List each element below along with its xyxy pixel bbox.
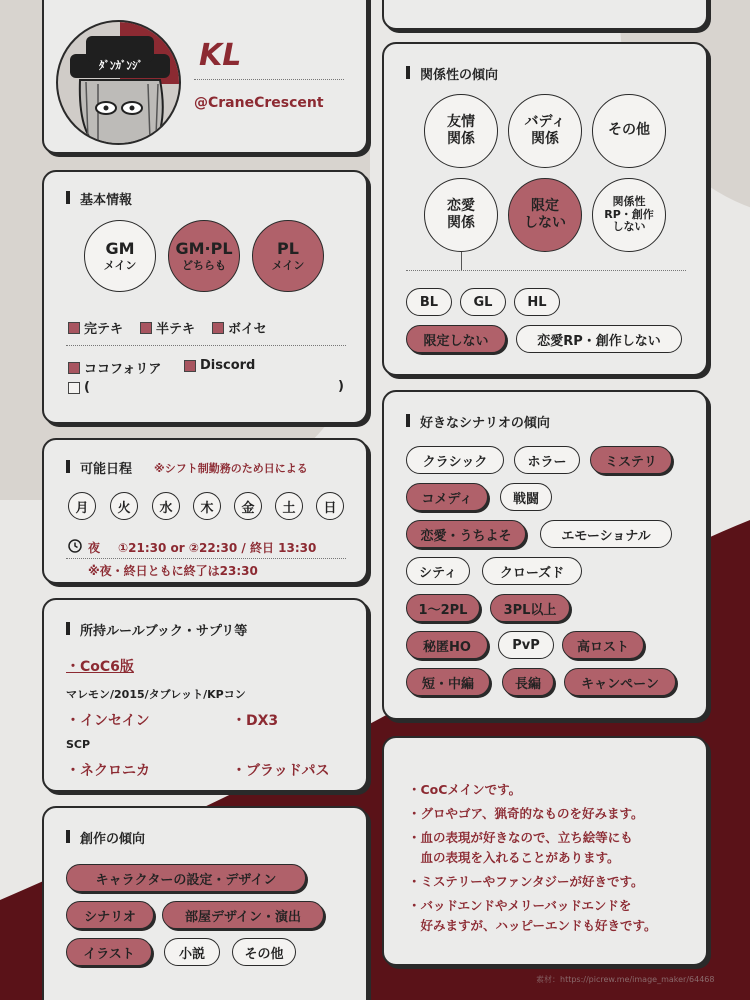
rel-no-rp: [592, 178, 666, 252]
tag-other[interactable]: その他: [232, 938, 296, 966]
schedule-note: ※シフト制勤務のため日による: [154, 462, 308, 475]
top-stub-card: [382, 0, 708, 30]
day-wed: 水: [152, 492, 180, 520]
tool-other-close: ): [338, 379, 344, 394]
tag-gl[interactable]: GL: [460, 288, 506, 316]
role-pl-bottom: メイン: [271, 259, 305, 273]
hat-text: ﾀﾞﾝｶﾞﾝｼﾞ: [99, 59, 143, 72]
rulebook-insane: ・インセイン: [66, 713, 150, 729]
checkbox-voice[interactable]: [212, 322, 224, 334]
schedule-title: 可能日程: [66, 458, 132, 477]
rel-no-limit-l2: しない: [524, 215, 566, 231]
style-kanteki[interactable]: [68, 318, 123, 337]
tag-hl[interactable]: HL: [514, 288, 560, 316]
note-line-1: ・CoCメインです。: [408, 782, 522, 797]
day-sat: 土: [275, 492, 303, 520]
checkbox-kanteki[interactable]: [68, 322, 80, 334]
tag-emotional[interactable]: エモーショナル: [540, 520, 672, 548]
tag-romance[interactable]: 恋愛・うちよそ: [406, 520, 526, 548]
rel-romance-l1: 恋愛: [447, 197, 475, 214]
schedule-footnote: ※夜・終日ともに終了は23:30: [88, 564, 258, 578]
rel-romance: [424, 178, 498, 252]
tag-pvp[interactable]: PvP: [498, 631, 554, 659]
tag-3pl-plus[interactable]: 3PL以上: [490, 594, 570, 622]
tag-closed[interactable]: クローズド: [482, 557, 582, 585]
relationship-divider: [406, 270, 686, 271]
style-kanteki-label: 完テキ: [84, 322, 124, 337]
note-line-4: 血の表現を入れることがあります。: [408, 850, 620, 865]
tag-secret-ho[interactable]: 秘匿HO: [406, 631, 488, 659]
rulebook-title: 所持ルールブック・サプリ等: [66, 620, 247, 639]
rulebook-dx3: ・DX3: [232, 713, 279, 729]
tag-no-romance-rp[interactable]: 恋愛RP・創作しない: [516, 325, 682, 353]
rel-no-rp-l1: 関係性: [612, 195, 646, 209]
profile-divider: [194, 79, 344, 80]
style-hanteki-label: 半テキ: [156, 322, 196, 337]
note-line-5: ・ミステリーやファンタジーが好きです。: [408, 874, 644, 889]
tool-discord[interactable]: [184, 358, 255, 373]
relationship-card: [382, 42, 708, 376]
tag-high-lost[interactable]: 高ロスト: [562, 631, 644, 659]
creation-card: [42, 806, 368, 1000]
tag-illustration[interactable]: イラスト: [66, 938, 152, 966]
scenario-card: [382, 390, 708, 720]
rulebook-card: [42, 598, 368, 792]
rel-no-limit-l1: 限定: [531, 197, 559, 214]
rel-buddy-l1: バディ: [524, 113, 566, 130]
tag-campaign[interactable]: キャンペーン: [564, 668, 676, 696]
style-hanteki[interactable]: [140, 318, 195, 337]
rel-friendship-l2: 関係: [447, 131, 475, 147]
checkbox-other[interactable]: [68, 382, 80, 394]
rel-no-rp-l3: しない: [612, 220, 646, 234]
tag-long[interactable]: 長編: [502, 668, 554, 696]
tag-character-design[interactable]: キャラクターの設定・デザイン: [66, 864, 306, 892]
scenario-title: 好きなシナリオの傾向: [406, 412, 550, 431]
credit-text: 素材：https://picrew.me/image_maker/64468: [536, 975, 715, 984]
rel-romance-l2: 関係: [447, 215, 475, 231]
schedule-divider: [66, 558, 346, 559]
tag-rel-no-limit[interactable]: 限定しない: [406, 325, 506, 353]
tag-battle[interactable]: 戦闘: [500, 483, 552, 511]
clock-icon: [68, 539, 82, 553]
note-line-2: ・グロやゴア、猟奇的なものを好みます。: [408, 806, 644, 821]
rulebook-scp: SCP: [66, 738, 91, 751]
tool-other-open: (: [84, 380, 90, 395]
tool-discord-label: Discord: [200, 358, 256, 373]
profile-handle: @CraneCrescent: [194, 95, 324, 111]
avatar: [56, 20, 181, 145]
note-line-7: 好みますが、ハッピーエンドも好きです。: [408, 918, 657, 933]
rel-other: [592, 94, 666, 168]
style-voice[interactable]: [212, 318, 267, 337]
style-voice-label: ボイセ: [228, 322, 267, 337]
tool-cocofolia-label: ココフォリア: [84, 362, 162, 377]
day-tue: 火: [110, 492, 138, 520]
tag-horror[interactable]: ホラー: [514, 446, 580, 474]
rulebook-nechronica: ・ネクロニカ: [66, 763, 150, 779]
basic-info-card: [42, 170, 368, 424]
tag-room-design[interactable]: 部屋デザイン・演出: [162, 901, 324, 929]
day-fri: 金: [234, 492, 262, 520]
rulebook-coc-sub: マレモン/2015/タブレット/KPコン: [66, 688, 246, 701]
day-mon: 月: [68, 492, 96, 520]
checkbox-cocofolia[interactable]: [68, 362, 80, 374]
creation-title: 創作の傾向: [66, 828, 145, 847]
role-gm-pl: [168, 220, 240, 292]
time-label: 夜: [88, 541, 101, 555]
note-line-3: ・血の表現が好きなので、立ち絵等にも: [408, 830, 633, 845]
role-gm-pl-top: GM·PL: [175, 239, 233, 259]
notes-text: [408, 780, 657, 936]
tag-city[interactable]: シティ: [406, 557, 470, 585]
rel-friendship-l1: 友情: [447, 113, 475, 130]
tool-cocofolia[interactable]: [68, 358, 161, 377]
rel-other-label: その他: [608, 122, 650, 139]
tag-scenario[interactable]: シナリオ: [66, 901, 154, 929]
tag-bl[interactable]: BL: [406, 288, 452, 316]
note-line-6: ・バッドエンドやメリーバッドエンドを: [408, 898, 632, 913]
day-sun: 日: [316, 492, 344, 520]
schedule-card: [42, 438, 368, 584]
tag-classic[interactable]: クラシック: [406, 446, 504, 474]
role-gm-bottom: メイン: [103, 259, 137, 273]
tag-1-2pl[interactable]: 1〜2PL: [406, 594, 480, 622]
basic-divider: [66, 345, 346, 346]
rel-buddy-l2: 関係: [531, 131, 559, 147]
tag-short-mid[interactable]: 短・中編: [406, 668, 490, 696]
rel-buddy: [508, 94, 582, 168]
checkbox-hanteki[interactable]: [140, 322, 152, 334]
tool-other[interactable]: [68, 380, 90, 395]
role-gm: [84, 220, 156, 292]
rulebook-coc: ・CoC6版: [66, 659, 134, 675]
tag-comedy[interactable]: コメディ: [406, 483, 488, 511]
role-gm-top: GM: [105, 239, 135, 259]
avatar-illustration: [58, 22, 181, 145]
rel-connector: [461, 252, 462, 270]
tag-mystery[interactable]: ミステリ: [590, 446, 672, 474]
time-value: ①21:30 or ②22:30 / 終日 13:30: [118, 541, 317, 555]
rulebook-bloodpath: ・ブラッドパス: [232, 763, 330, 779]
tag-novel[interactable]: 小説: [164, 938, 220, 966]
role-pl: [252, 220, 324, 292]
day-thu: 木: [193, 492, 221, 520]
role-pl-top: PL: [277, 239, 299, 259]
rel-friendship: [424, 94, 498, 168]
rel-no-rp-l2: RP・創作: [604, 207, 654, 221]
rel-no-limit: [508, 178, 582, 252]
relationship-title: 関係性の傾向: [406, 64, 498, 83]
basic-info-title: 基本情報: [66, 189, 132, 208]
checkbox-discord[interactable]: [184, 360, 196, 372]
profile-card: [42, 0, 368, 154]
notes-card: [382, 736, 708, 966]
role-gm-pl-bottom: どちらも: [182, 259, 226, 273]
profile-name: KL: [199, 38, 242, 73]
